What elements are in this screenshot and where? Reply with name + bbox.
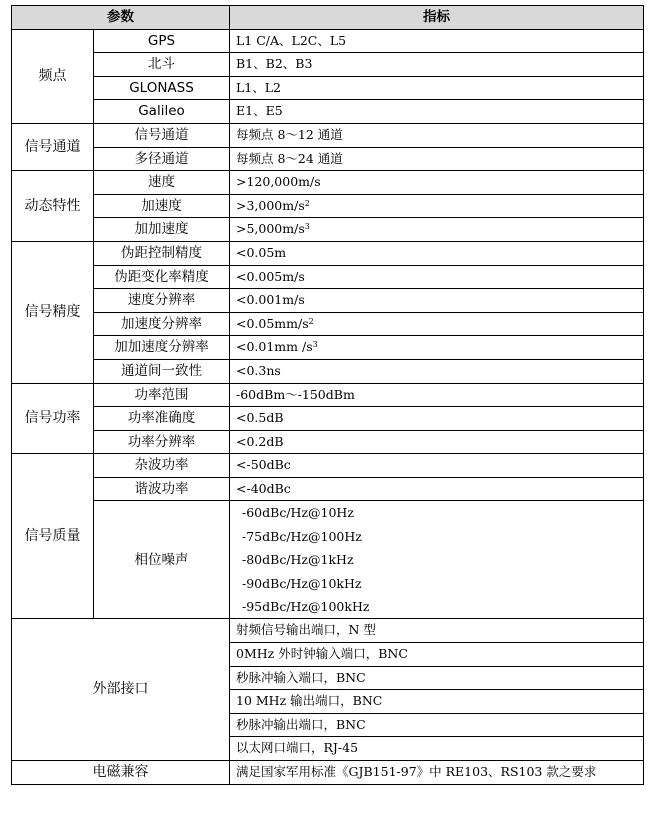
param-value: 射频信号输出端口，N 型 (230, 619, 644, 643)
table-row (12, 336, 644, 360)
table-row (12, 501, 644, 619)
param-value: 0MHz 外时钟输入端口，BNC (230, 643, 644, 667)
table-row (12, 265, 644, 289)
table-row (12, 430, 644, 454)
param-value: <0.01mm /s (236, 339, 313, 355)
param-value-cell (230, 218, 644, 242)
table-row (12, 123, 644, 147)
param-value: 每频点 8～24 通道 (230, 147, 644, 171)
table-row (12, 312, 644, 336)
list-item: -60dBc/Hz@10Hz (242, 505, 354, 521)
param-name: 加速度分辨率 (94, 312, 230, 336)
list-item: -95dBc/Hz@100kHz (242, 599, 370, 615)
table-row (12, 29, 644, 53)
param-value: 满足国家军用标准《GJB151-97》中 RE103、RS103 款之要求 (230, 760, 644, 784)
table-row (12, 147, 644, 171)
param-value: B1、B2、B3 (230, 53, 644, 77)
param-value: 秒脉冲输出端口，BNC (230, 713, 644, 737)
param-name: 加加速度分辨率 (94, 336, 230, 360)
table-row (12, 454, 644, 478)
param-name: 通道间一致性 (94, 359, 230, 383)
param-name: 速度分辨率 (94, 289, 230, 313)
superscript: 2 (308, 316, 314, 326)
table-row (12, 289, 644, 313)
category-precision: 信号精度 (12, 241, 94, 383)
table-row (12, 359, 644, 383)
param-value: <-40dBc (230, 477, 644, 501)
param-value: <0.001m/s (230, 289, 644, 313)
param-name: 相位噪声 (94, 501, 230, 619)
param-value: <0.05m (230, 241, 644, 265)
table-row (12, 241, 644, 265)
param-value: E1、E5 (230, 100, 644, 124)
param-name: 加加速度 (94, 218, 230, 242)
category-dynamic: 动态特性 (12, 171, 94, 242)
superscript: 3 (312, 340, 318, 350)
param-name: 伪距控制精度 (94, 241, 230, 265)
table-row (12, 100, 644, 124)
param-value: L1、L2 (230, 76, 644, 100)
phase-noise-values (230, 501, 644, 619)
param-value: 以太网口端口，RJ-45 (230, 737, 644, 761)
param-name: Galileo (94, 100, 230, 124)
category-power: 信号功率 (12, 383, 94, 454)
table-row (12, 383, 644, 407)
param-value: L1 C/A、L2C、L5 (230, 29, 644, 53)
param-value: >5,000m/s (236, 221, 305, 237)
spec-table (11, 5, 644, 785)
category-channel: 信号通道 (12, 123, 94, 170)
category-interfaces: 外部接口 (12, 619, 230, 761)
table-row (12, 171, 644, 195)
param-value: <0.2dB (230, 430, 644, 454)
param-value: 秒脉冲输入端口，BNC (230, 666, 644, 690)
table-row (12, 619, 644, 643)
table-row (12, 194, 644, 218)
table-row (12, 760, 644, 784)
param-name: 功率准确度 (94, 407, 230, 431)
param-name: 速度 (94, 171, 230, 195)
header-row (12, 6, 644, 30)
param-name: 多径通道 (94, 147, 230, 171)
param-value: >3,000m/s (236, 197, 305, 213)
param-value: <0.05mm/s (236, 315, 309, 331)
param-value: -60dBm～-150dBm (230, 383, 644, 407)
param-name: 伪距变化率精度 (94, 265, 230, 289)
param-value-cell (230, 312, 644, 336)
param-value: 10 MHz 输出端口，BNC (230, 690, 644, 714)
category-freq: 频点 (12, 29, 94, 123)
list-item: -90dBc/Hz@10kHz (242, 575, 362, 591)
table-row (12, 76, 644, 100)
param-name: 谐波功率 (94, 477, 230, 501)
header-spec: 指标 (230, 6, 644, 30)
table-row (12, 53, 644, 77)
header-param: 参数 (12, 6, 230, 30)
param-value: <0.5dB (230, 407, 644, 431)
param-value: <0.005m/s (230, 265, 644, 289)
param-name: 功率范围 (94, 383, 230, 407)
param-name: 加速度 (94, 194, 230, 218)
table-row (12, 407, 644, 431)
param-name: 功率分辨率 (94, 430, 230, 454)
list-item: -75dBc/Hz@100Hz (242, 528, 362, 544)
category-quality: 信号质量 (12, 454, 94, 619)
param-value-cell (230, 336, 644, 360)
param-value: 每频点 8～12 通道 (230, 123, 644, 147)
table-row (12, 218, 644, 242)
param-value: <-50dBc (230, 454, 644, 478)
list-item: -80dBc/Hz@1kHz (242, 552, 354, 568)
param-value-cell (230, 194, 644, 218)
param-name: GLONASS (94, 76, 230, 100)
param-name: 杂波功率 (94, 454, 230, 478)
param-name: 信号通道 (94, 123, 230, 147)
param-name: GPS (94, 29, 230, 53)
param-value: <0.3ns (230, 359, 644, 383)
param-value: >120,000m/s (230, 171, 644, 195)
param-name: 北斗 (94, 53, 230, 77)
superscript: 2 (304, 198, 310, 208)
category-emc: 电磁兼容 (12, 760, 230, 784)
superscript: 3 (304, 222, 310, 232)
table-row (12, 477, 644, 501)
